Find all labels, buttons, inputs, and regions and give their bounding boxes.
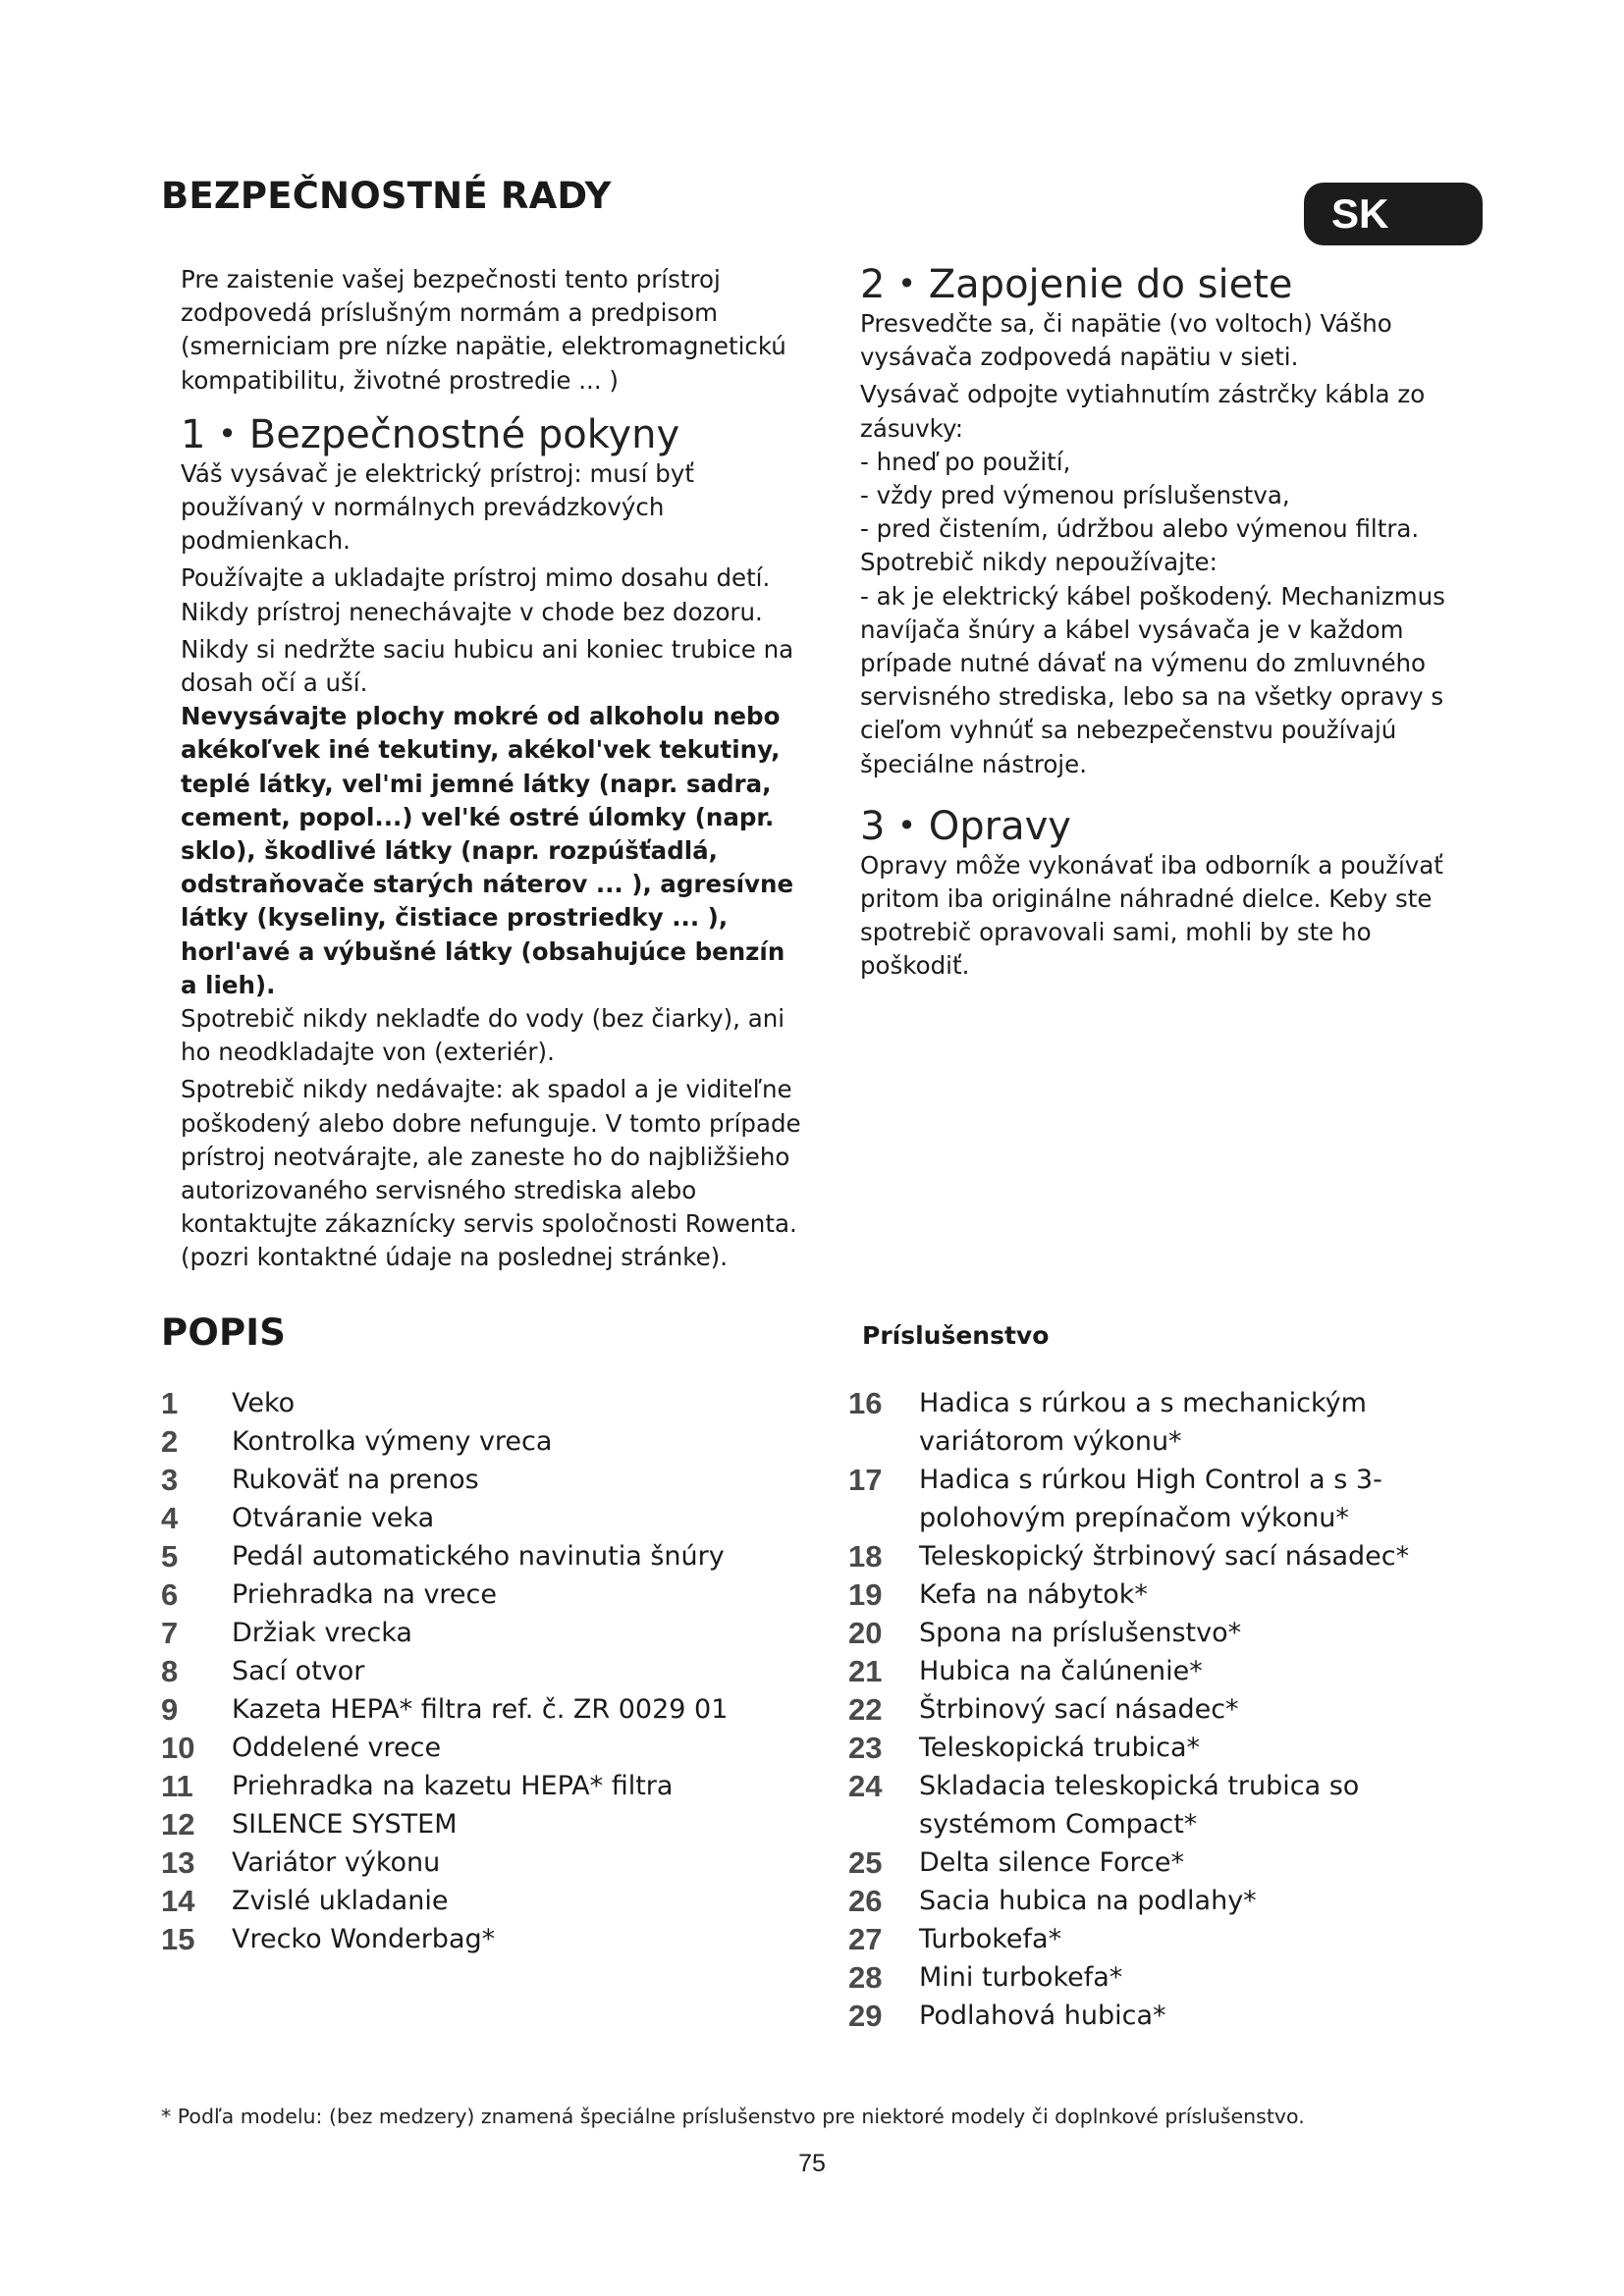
item-text: Štrbinový sací násadec* [919,1694,1239,1725]
item-text: Otváranie veka [232,1503,435,1533]
list-item [848,1843,1496,1882]
item-number: 17 [848,1463,883,1497]
item-number: 5 [161,1539,179,1574]
accessories-list [848,1384,1496,2035]
item-number: 8 [161,1654,179,1688]
list-item [848,1690,1496,1729]
section-2-paragraph-1: Presvedčte sa, či napätie (vo voltoch) Vášho vysávača zodpovedá napätiu v sieti. [860,309,1392,372]
page-number: 75 [798,2150,826,2177]
item-number: 16 [848,1386,883,1420]
item-text: Skladacia teleskopická trubica so systémom Compact* [919,1771,1360,1840]
list-item [848,1614,1496,1652]
item-text: Držiak vrecka [232,1618,412,1648]
item-number: 27 [848,1922,883,1956]
item-text: Hadica s rúrkou High Control a s 3-polohovým prepínačom výkonu* [919,1465,1382,1533]
item-number: 2 [161,1424,179,1459]
section-1-warning: Nevysávajte plochy mokré od alkoholu nebo akékoľvek iné tekutiny, akékol'vek tekutiny, teplé látky, vel'mi jemné látky (napr. sadra, cement, popol...) vel'ké ostré úlomky (napr. sklo), škodlivé látky (napr. rozpúšťadlá, odstraňovače starých náterov ... ), agresívne látky (kyseliny, čistiace prostriedky ... ), horl'avé a výbušné látky (obsahujúce benzín a lieh). [181,702,794,999]
item-text: Priehradka na vrece [232,1579,497,1610]
item-text: Oddelené vrece [232,1733,442,1763]
list-item [848,1384,1496,1461]
section-2-bullet-3: - pred čistením, údržbou alebo výmenou filtra. [860,514,1420,544]
list-item [848,1652,1496,1690]
item-number: 9 [161,1692,179,1727]
item-number: 13 [161,1845,195,1880]
list-item [848,1537,1496,1575]
list-item [848,1958,1496,1997]
item-number: 12 [161,1807,195,1842]
item-text: Delta silence Force* [919,1847,1184,1878]
item-number: 22 [848,1692,883,1727]
item-text: Turbokefa* [919,1924,1062,1954]
list-item [161,1882,848,1920]
item-number: 7 [161,1616,179,1650]
section-1-paragraph-1: Váš vysávač je elektrický prístroj: musí byť používaný v normálnych prevádzkových podmienkach. [181,458,694,556]
item-number: 20 [848,1616,883,1650]
section-2-paragraph-2: Vysávač odpojte vytiahnutím zástrčky kábla zo zásuvky: [860,380,1426,443]
list-item [161,1690,848,1729]
section-3-paragraph-1: Opravy môže vykonávať iba odborník a používať pritom iba originálne náhradné dielce. Keby ste spotrebič opravovali sami, mohli by ste ho poškodiť. [860,850,1443,981]
item-number: 6 [161,1577,179,1612]
list-item [848,1920,1496,1958]
item-text: Priehradka na kazetu HEPA* filtra [232,1771,674,1801]
item-number: 4 [161,1501,179,1535]
item-text: Hadica s rúrkou a s mechanickým variátorom výkonu* [919,1388,1367,1457]
section-3-heading: 3 • Opravy [860,803,1071,849]
accessories-heading: Príslušenstvo [862,1321,1050,1350]
list-item [161,1729,848,1767]
item-text: Kontrolka výmeny vreca [232,1426,553,1457]
item-text: Sací otvor [232,1656,365,1686]
list-item [161,1422,848,1461]
list-item [161,1499,848,1537]
item-number: 18 [848,1539,883,1574]
item-text: Spona na príslušenstvo* [919,1618,1242,1648]
item-number: 23 [848,1731,883,1765]
footnote: * Podľa modelu: (bez medzery) znamená špeciálne príslušenstvo pre niektoré modely či doplnkové príslušenstvo. [161,2105,1305,2128]
section-2-heading: 2 • Zapojenie do siete [860,262,1293,307]
list-item [848,1461,1496,1537]
item-text: Veko [232,1388,296,1418]
item-number: 3 [161,1463,179,1497]
item-number: 10 [161,1731,195,1765]
section-1-number: 1 [181,411,206,457]
section-3-number: 3 [860,803,886,849]
list-item [161,1614,848,1652]
list-item [161,1652,848,1690]
language-badge: SK [1304,183,1483,245]
item-text: Sacia hubica na podlahy* [919,1886,1257,1916]
list-item [848,1767,1496,1843]
list-item [848,1729,1496,1767]
list-item [161,1843,848,1882]
item-text: Zvislé ukladanie [232,1886,449,1916]
list-item [161,1461,848,1499]
list-item [161,1920,848,1958]
section-1-title: Bezpečnostné pokyny [248,411,680,457]
list-item [161,1805,848,1843]
item-text: Hubica na čalúnenie* [919,1656,1203,1686]
item-number: 14 [161,1884,195,1918]
section-2-bullet-2: - vždy pred výmenou príslušenstva, [860,481,1290,510]
section-2-number: 2 [860,262,886,307]
item-text: SILENCE SYSTEM [232,1809,458,1840]
list-item [161,1384,848,1422]
section-2-bullet-1: - hneď po použití, [860,447,1071,476]
item-number: 29 [848,1999,883,2033]
section-3-title: Opravy [928,803,1071,849]
parts-list [161,1384,848,1958]
item-text: Kazeta HEPA* filtra ref. č. ZR 0029 01 [232,1694,729,1725]
item-text: Mini turbokefa* [919,1962,1123,1993]
item-text: Teleskopická trubica* [919,1733,1200,1763]
page-title: BEZPEČNOSTNÉ RADY [161,175,612,217]
popis-heading: POPIS [161,1311,287,1354]
item-number: 28 [848,1960,883,1995]
section-2-paragraph-3: Spotrebič nikdy nepoužívajte: [860,548,1218,577]
item-number: 1 [161,1386,179,1420]
section-1-paragraph-3: Nikdy prístroj nenechávajte v chode bez dozoru. [181,597,763,626]
list-item [161,1767,848,1805]
item-number: 21 [848,1654,883,1688]
item-number: 26 [848,1884,883,1918]
item-text: Teleskopický štrbinový sací násadec* [919,1541,1410,1572]
section-2-title: Zapojenie do siete [928,262,1293,307]
list-item [848,1575,1496,1614]
item-text: Podlahová hubica* [919,2001,1166,2031]
section-2-paragraph-4: - ak je elektrický kábel poškodený. Mechanizmus navíjača šnúry a kábel vysávača je v každom prípade nutné dávať na výmenu do zmluvného servisného strediska, lebo sa na všetky opravy s cieľom vyhnúť sa nebezpečenstvu používajú špeciálne nástroje. [860,581,1445,778]
item-text: Variátor výkonu [232,1847,441,1878]
item-number: 19 [848,1577,883,1612]
section-1-paragraph-6: Spotrebič nikdy nedávajte: ak spadol a je viditeľne poškodený alebo dobre nefunguje. V tomto prípade prístroj neotvárajte, ale zaneste ho do najbližšieho autorizovaného servisného strediska alebo kontaktujte zákaznícky servis spoločnosti Rowenta. (pozri kontaktné údaje na poslednej stránke). [181,1075,801,1272]
item-number: 24 [848,1769,883,1803]
item-text: Kefa na nábytok* [919,1579,1148,1610]
intro-paragraph: Pre zaistenie vašej bezpečnosti tento prístroj zodpovedá príslušným normám a predpisom (smerniciam pre nízke napätie, elektromagnetickú kompatibilitu, životné prostredie ... ) [181,265,786,395]
section-1-paragraph-2: Používajte a ukladajte prístroj mimo dosahu detí. [181,563,771,593]
list-item [848,1997,1496,2035]
item-text: Pedál automatického navinutia šnúry [232,1541,725,1572]
section-1-heading: 1 • Bezpečnostné pokyny [181,411,680,457]
section-1-paragraph-5: Spotrebič nikdy nekladťe do vody (bez čiarky), ani ho neodkladajte von (exteriér). [181,1004,785,1067]
left-column [181,263,809,1275]
item-text: Rukoväť na prenos [232,1465,479,1495]
right-column [860,261,1469,984]
section-1-paragraph-4: Nikdy si nedržte saciu hubicu ani koniec trubice na dosah očí a uší. [181,634,794,698]
list-item [848,1882,1496,1920]
item-number: 11 [161,1769,193,1803]
item-text: Vrecko Wonderbag* [232,1924,496,1954]
list-item [161,1575,848,1614]
item-number: 25 [848,1845,883,1880]
item-number: 15 [161,1922,195,1956]
list-item [161,1537,848,1575]
